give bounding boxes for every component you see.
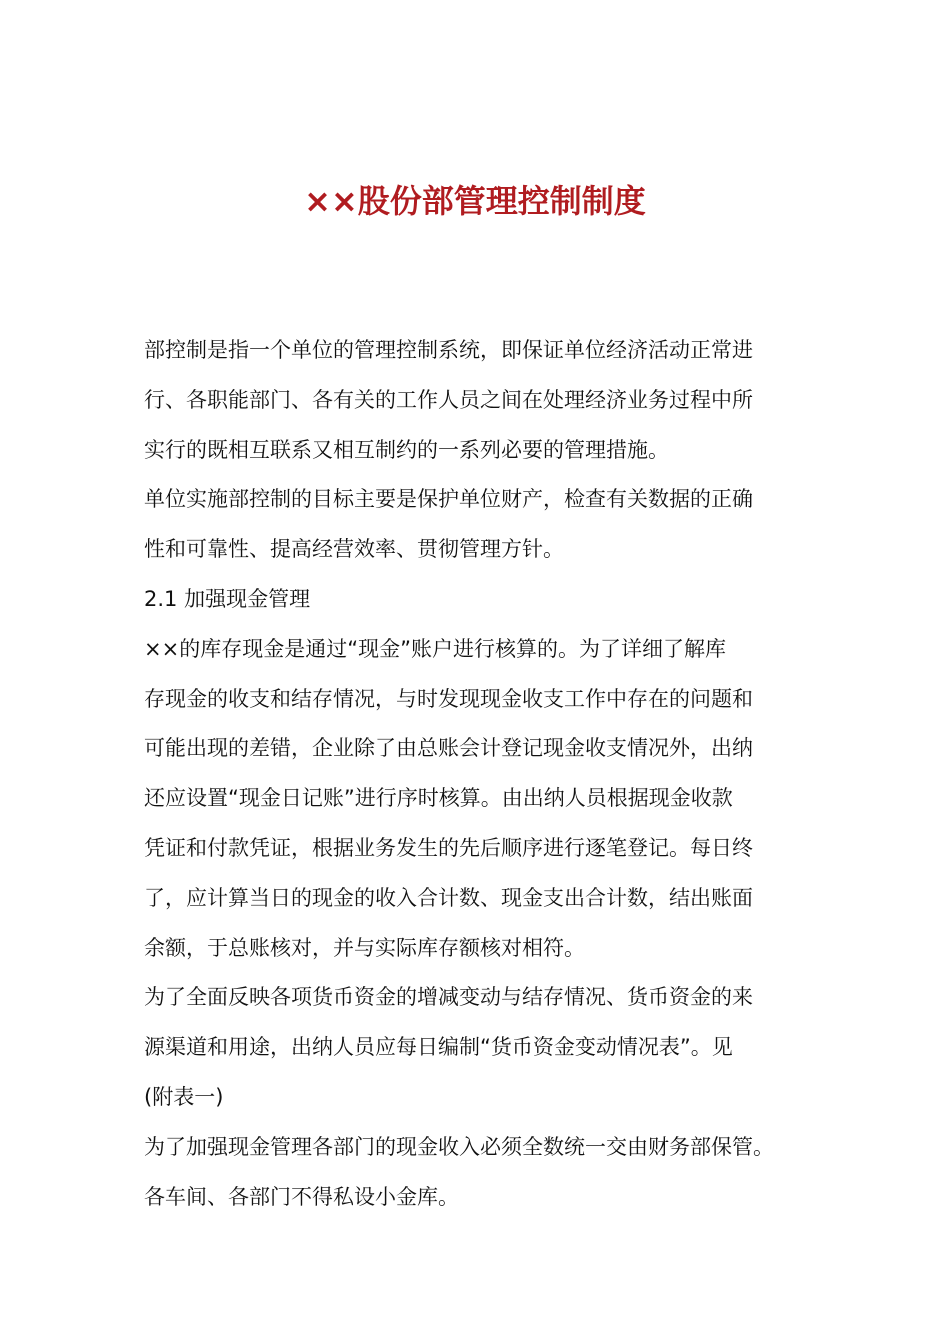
text-line: 行、各职能部门、各有关的工作人员之间在处理经济业务过程中所	[144, 387, 753, 412]
text-line: 2.1 加强现金管理	[144, 586, 311, 611]
text-line: 了，应计算当日的现金的收入合计数、现金支出合计数，结出账面	[144, 885, 753, 910]
text-line: 凭证和付款凭证，根据业务发生的先后顺序进行逐笔登记。每日终	[144, 835, 753, 860]
paragraph-monetary-funds-report	[144, 973, 824, 1122]
paragraph-cash-accounting	[144, 625, 824, 974]
text-line: 还应设置“现金日记账”进行序时核算。由出纳人员根据现金收款	[144, 786, 733, 811]
text-line: 为了加强现金管理各部门的现金收入必须全数统一交由财务部保管。	[144, 1134, 774, 1159]
paragraph-control-objectives	[144, 475, 824, 575]
section-heading-cash-management	[144, 575, 824, 625]
text-line: 源渠道和用途，出纳人员应每日编制“货币资金变动情况表”。见	[144, 1035, 733, 1060]
text-line: 性和可靠性、提高经营效率、贯彻管理方针。	[144, 537, 564, 562]
text-line: ××的库存现金是通过“现金”账户进行核算的。为了详细了解库	[144, 636, 726, 661]
text-line: 余额，于总账核对，并与实际库存额核对相符。	[144, 935, 585, 960]
paragraph-cash-custody	[144, 1123, 824, 1223]
text-line: 可能出现的差错，企业除了由总账会计登记现金收支情况外，出纳	[144, 736, 753, 761]
text-line: (附表一)	[144, 1084, 224, 1109]
text-line: 单位实施部控制的目标主要是保护单位财产，检查有关数据的正确	[144, 487, 753, 512]
document-title: ××股份部管理控制制度	[304, 182, 646, 220]
text-line: 部控制是指一个单位的管理控制系统，即保证单位经济活动正常进	[144, 338, 753, 362]
text-line: 存现金的收支和结存情况，与时发现现金收支工作中存在的问题和	[144, 686, 753, 711]
text-line: 各车间、各部门不得私设小金库。	[144, 1184, 459, 1209]
paragraph-internal-control-definition	[144, 326, 824, 475]
text-line: 实行的既相互联系又相互制约的一系列必要的管理措施。	[144, 437, 669, 462]
document-body	[144, 326, 824, 1222]
text-line: 为了全面反映各项货币资金的增减变动与结存情况、货币资金的来	[144, 985, 753, 1010]
